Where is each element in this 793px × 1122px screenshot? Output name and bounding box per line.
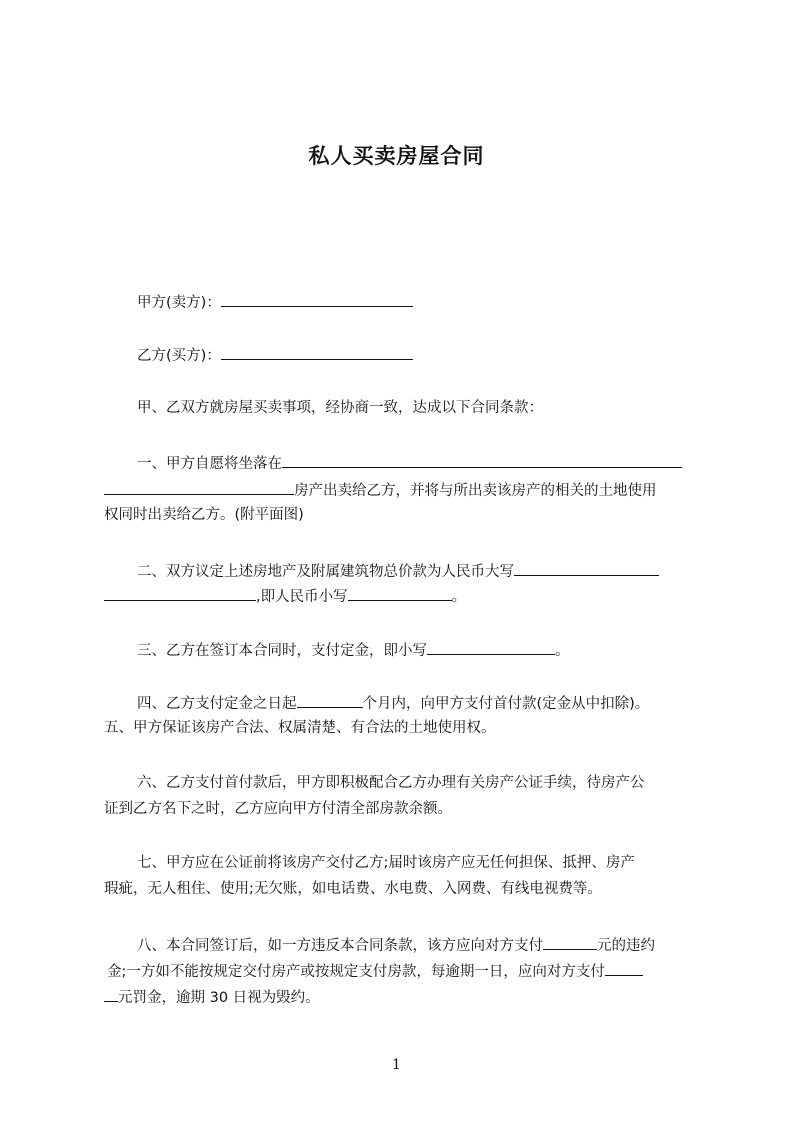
location-blank-2[interactable] [104,479,294,495]
months-blank[interactable] [297,692,363,708]
clause-4-text-1: 四、乙方支付定金之日起 [137,696,297,712]
party-a-line [137,291,413,313]
clause-3-line [137,639,570,661]
clause-7-line-2: 瑕疵，无人租住、使用;无欠账，如电话费、水电费、入网费、有线电视费等。 [104,881,602,897]
daily-fine-blank-1[interactable] [605,960,643,976]
clause-2-text-2: ,即人民币小写 [256,589,348,605]
party-a-blank[interactable] [221,291,413,307]
party-a-label: 甲方(卖方)： [137,295,221,311]
clause-8-line-1 [137,934,655,956]
intro-text: 甲、乙双方就房屋买卖事项，经协商一致，达成以下合同条款： [137,400,543,416]
clause-8-text-3: 金;一方如不能按规定交付房产或按规定支付房款，每逾期一日，应向对方支付 [107,964,605,980]
clause-8-text-4: 元罚金，逾期 30 日视为毁约。 [118,990,320,1006]
clause-2-text-1: 二、双方议定上述房地产及附属建筑物总价款为人民币大写 [137,564,514,580]
party-b-blank[interactable] [221,344,413,360]
party-b-line [137,344,413,366]
price-words-blank-2[interactable] [104,585,256,601]
page-title: 私人买卖房屋合同 [308,144,485,168]
clause-8-line-2 [107,960,643,982]
clause-3-text-1: 三、乙方在签订本合同时，支付定金，即小写 [137,643,427,659]
clause-1-line-2 [104,479,657,501]
clause-4-line [137,692,649,714]
clause-6-line-2: 证到乙方名下之时，乙方应向甲方付清全部房款余额。 [104,801,452,817]
clause-1-line-1 [137,452,682,474]
clause-1-text-2: 房产出卖给乙方，并将与所出卖该房产的相关的土地使用 [294,483,657,499]
clause-8-text-1: 八、本合同签订后，如一方违反本合同条款，该方应向对方支付 [137,938,543,954]
daily-fine-blank-2[interactable] [104,986,118,1002]
clause-8-line-3 [104,986,320,1008]
penalty-blank[interactable] [543,934,597,950]
party-b-label: 乙方(买方)： [137,348,221,364]
clause-1-line-3: 权同时出卖给乙方。(附平面图) [104,507,304,523]
clause-2-text-3: 。 [451,589,467,605]
clause-3-text-2: 。 [555,643,570,659]
price-words-blank-1[interactable] [514,560,659,576]
location-blank-1[interactable] [282,452,682,468]
clause-5-line: 五、甲方保证该房产合法、权属清楚、有合法的土地使用权。 [104,720,496,736]
price-numeric-blank[interactable] [348,585,452,601]
clause-2-line-1 [137,560,659,582]
clause-1-text-1: 一、甲方自愿将坐落在 [137,456,282,472]
clause-4-text-2: 个月内，向甲方支付首付款(定金从中扣除)。 [362,696,650,712]
clause-6-line-1: 六、乙方支付首付款后，甲方即积极配合乙方办理有关房产公证手续，待房产公 [137,775,645,791]
clause-2-line-2 [104,585,466,607]
deposit-blank[interactable] [427,639,555,655]
page-number: 1 [392,1057,401,1073]
clause-7-line-1: 七、甲方应在公证前将该房产交付乙方;届时该房产应无任何担保、抵押、房产 [137,855,635,871]
clause-8-text-2: 元的违约 [597,938,655,954]
